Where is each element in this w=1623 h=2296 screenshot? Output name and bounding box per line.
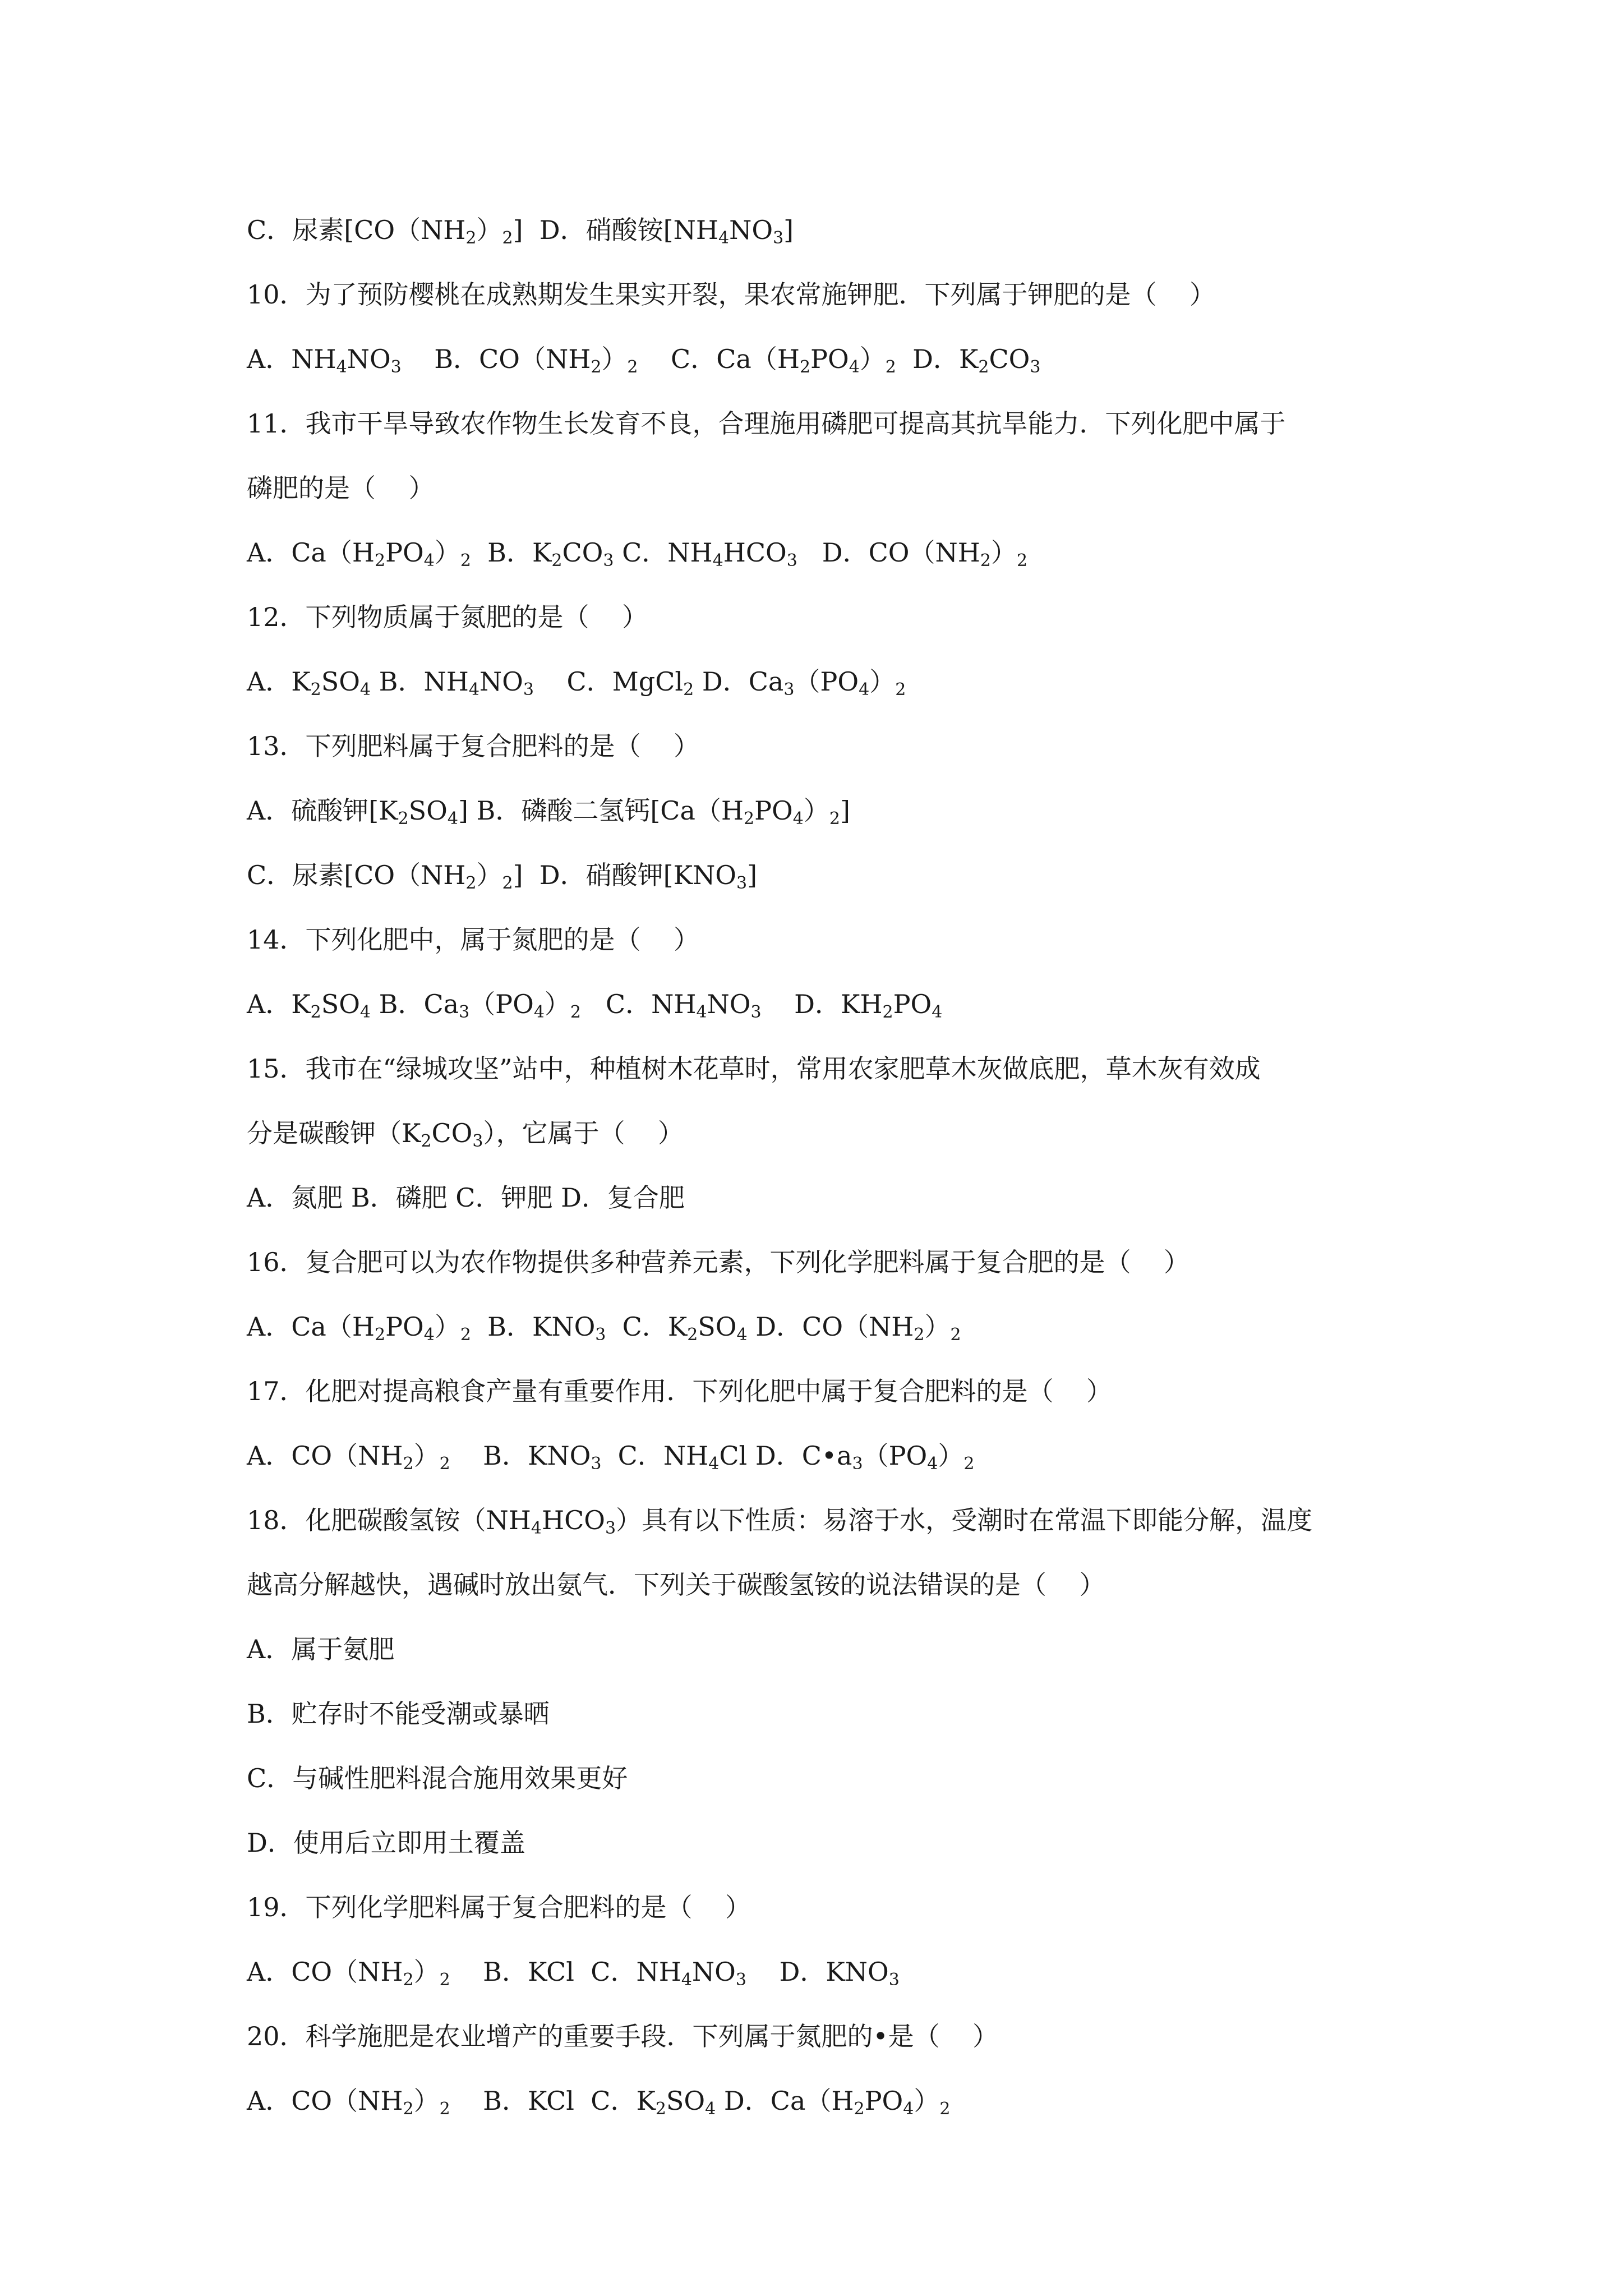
- q12-options: A．$K_2SO_4$ B．$NH_4NO_3$ C．MgCl$_2$ D．$Ca_3(PO_4)_2$: [247, 666, 906, 700]
- q14-stem: 14．下列化肥中，属于氮肥的是（ ）: [247, 924, 700, 955]
- q18-option-c: C．与碱性肥料混合施用效果更好: [247, 1763, 628, 1793]
- q13-option-cd: C．尿素$[CO(NH_2)_2]$ D．硝酸钾$[KNO_3]$: [247, 860, 758, 893]
- q20-options: A．$CO(NH_2)_2$ B．KCl C．$K_2SO_4$ D．$Ca(H_2PO_4)_2$: [247, 2086, 951, 2119]
- q20-stem: 20．科学施肥是农业增产的重要手段．下列属于氮肥的•是（ ）: [247, 2021, 999, 2051]
- q15-stem-line2: 分是碳酸钾$(K_2CO_3)$，它属于（ ）: [247, 1118, 684, 1151]
- q10-options: A．$NH_4NO_3$ B．$CO(NH_2)_2$ C．$Ca(H_2PO_4)_2$ D．$K_2CO_3$: [247, 344, 1041, 377]
- q9-option-cd: C．尿素$[CO(NH_2)_2]$ D．硝酸铵$[NH_4NO_3]$: [247, 215, 794, 248]
- q18-stem-line1: 18．化肥碳酸氢铵$(NH_4HCO_3)$具有以下性质：易溶于水，受潮时在常温下即能分解，温度: [247, 1505, 1313, 1538]
- q19-options: A．$CO(NH_2)_2$ B．KCl C．$NH_4NO_3$ D．$KNO_3$: [247, 1957, 900, 1990]
- q12-stem: 12．下列物质属于氮肥的是（ ）: [247, 602, 648, 632]
- q17-stem: 17．化肥对提高粮食产量有重要作用．下列化肥中属于复合肥料的是（ ）: [247, 1376, 1113, 1406]
- q16-options: A．$Ca(H_2PO_4)_2$ B．$KNO_3$ C．$K_2SO_4$ D．$CO(NH_2)_2$: [247, 1312, 961, 1345]
- q16-stem: 16．复合肥可以为农作物提供多种营养元素，下列化学肥料属于复合肥的是（ ）: [247, 1247, 1190, 1277]
- q11-stem-line2: 磷肥的是（ ）: [247, 473, 435, 503]
- q18-option-d: D．使用后立即用土覆盖: [247, 1828, 525, 1858]
- q11-stem-line1: 11．我市干旱导致农作物生长发育不良，合理施用磷肥可提高其抗旱能力．下列化肥中属于: [247, 408, 1286, 439]
- q14-options: A．$K_2SO_4$ B．$Ca_3(PO_4)_2$ C．$NH_4NO_3$ D．$KH_2PO_4$: [247, 989, 943, 1022]
- q15-stem-line1: 15．我市在“绿城攻坚”站中，种植树木花草时，常用农家肥草木灰做底肥，草木灰有效成: [247, 1053, 1261, 1084]
- q13-stem: 13．下列肥料属于复合肥料的是（ ）: [247, 731, 700, 761]
- q13-option-ab: A．硫酸钾$[K_2SO_4]$ B．磷酸二氢钙$[Ca(H_2PO_4)_2]$: [247, 795, 850, 829]
- q15-options: A．氮肥 B．磷肥 C．钾肥 D．复合肥: [247, 1182, 685, 1213]
- q19-stem: 19．下列化学肥料属于复合肥料的是（ ）: [247, 1892, 751, 1922]
- q17-options: A．$CO(NH_2)_2$ B．$KNO_3$ C．$NH_4Cl$ D．$C•a_3(PO_4)_2$: [247, 1441, 975, 1474]
- q10-stem: 10．为了预防樱桃在成熟期发生果实开裂，果农常施钾肥．下列属于钾肥的是（ ）: [247, 279, 1216, 310]
- q18-option-a: A．属于氨肥: [247, 1634, 395, 1664]
- q18-option-b: B．贮存时不能受潮或暴晒: [247, 1699, 550, 1729]
- q11-options: A．$Ca(H_2PO_4)_2$ B．$K_2CO_3$ C．$NH_4HCO_3$ D．$CO(NH_2)_2$: [247, 537, 1028, 570]
- q18-stem-line2: 越高分解越快，遇碱时放出氨气．下列关于碳酸氢铵的说法错误的是（ ）: [247, 1570, 1105, 1600]
